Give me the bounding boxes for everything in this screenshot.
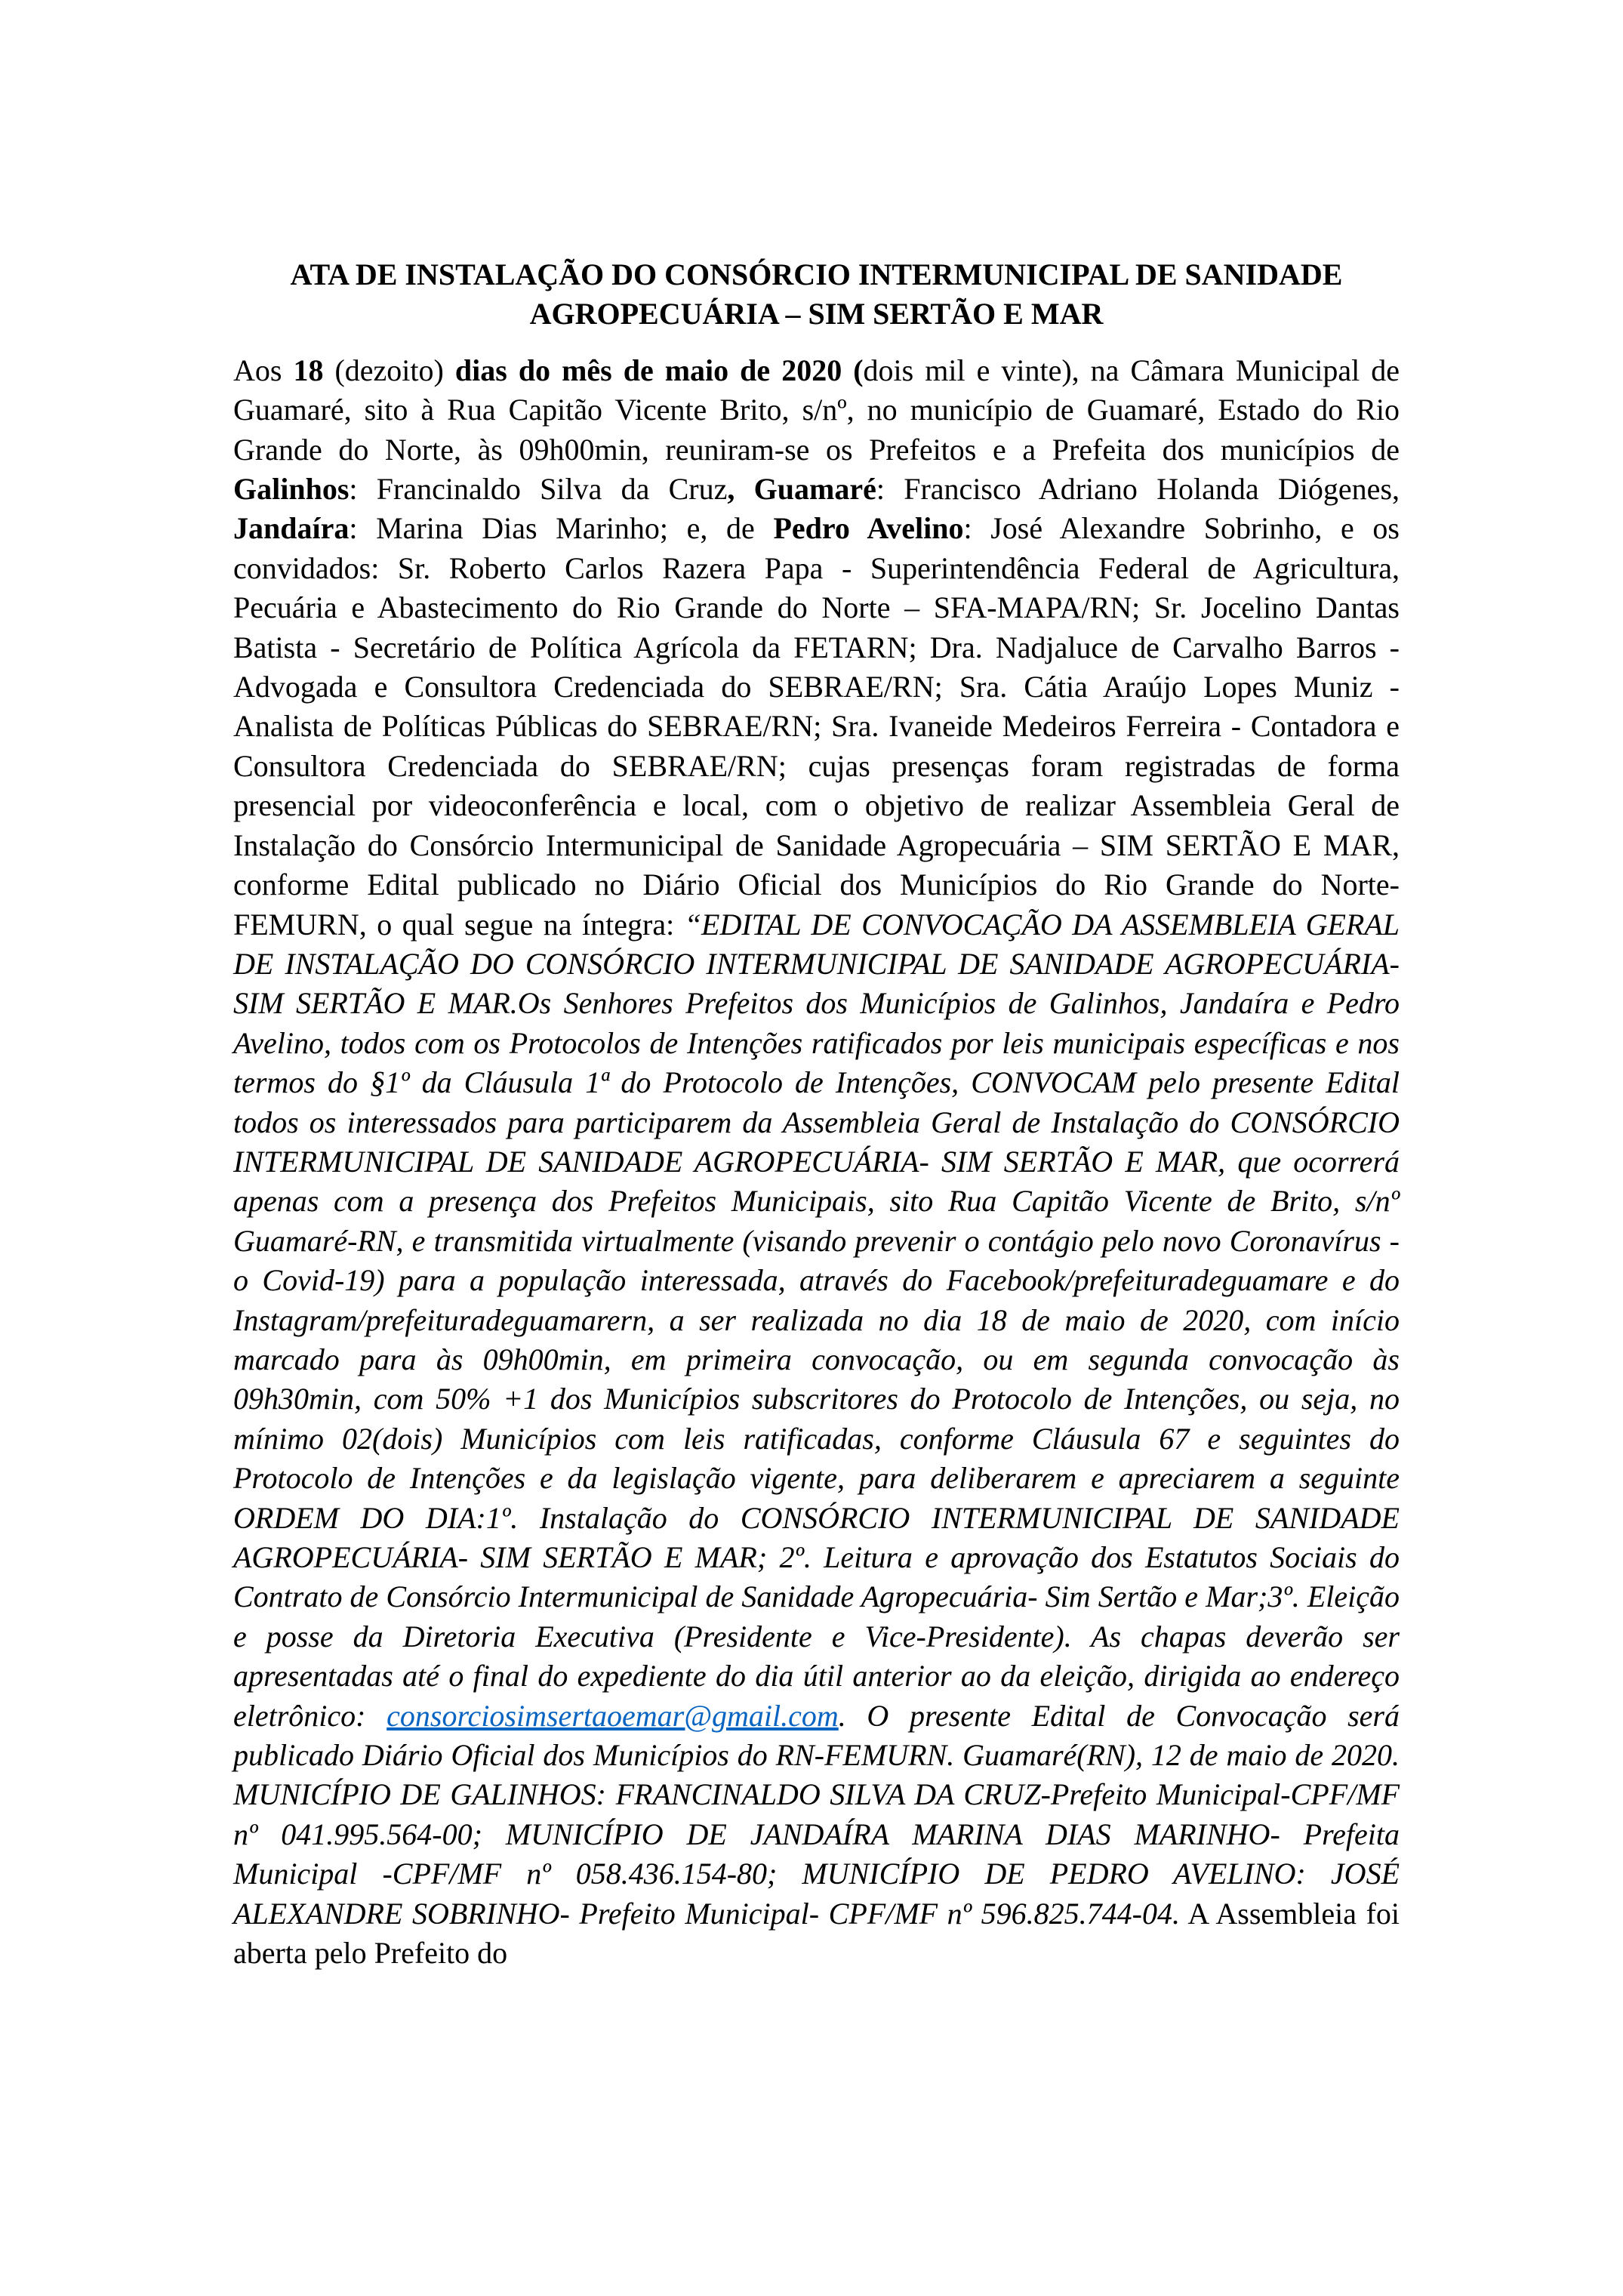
text-segment: (dezoito): [323, 353, 455, 387]
minutes-paragraph: [233, 351, 1400, 1974]
email-link[interactable]: consorciosimsertaoemar@gmail.com: [387, 1698, 839, 1733]
text-segment: : Francisco Adriano Holanda Diógenes,: [876, 472, 1400, 507]
municipality-pedro-avelino: Pedro Avelino: [773, 511, 964, 546]
separator-comma: ,: [727, 472, 735, 507]
edital-quote: “EDITAL DE CONVOCAÇÃO DA ASSEMBLEIA GERAL DE INSTALAÇÃO DO CONSÓRCIO INTERMUNICIPAL DE SANIDADE AGROPECUÁRIA- SIM SERTÃO E MAR.Os Senhores Prefeitos dos Municípios de Galinhos, Jandaíra e Pedro Avelino, todos com os Protocolos de Intenções ratificados por leis municipais específicas e nos termos do §1º da Cláusula 1ª do Protocolo de Intenções, CONVOCAM pelo presente Edital todos os interessados para participarem da Assembleia Geral de Instalação do CONSÓRCIO INTERMUNICIPAL DE SANIDADE AGROPECUÁRIA- SIM SERTÃO E MAR, que ocorrerá apenas com a presença dos Prefeitos Municipais, sito Rua Capitão Vicente de Brito, s/nº Guamaré-RN, e transmitida virtualmente (visando prevenir o contágio pelo novo Coronavírus - o Covid-19) para a população interessada, através do Facebook/prefeituradeguamare e do Instagram/prefeituradeguamarern, a ser realizada no dia 18 de maio de 2020, com início marcado para às 09h00min, em primeira convocação, ou em segunda convocação às 09h30min, com 50% +1 dos Municípios subscritores do Protocolo de Intenções, ou seja, no mínimo 02(dois) Municípios com leis ratificadas, conforme Cláusula 67 e seguintes do Protocolo de Intenções e da legislação vigente, para deliberarem e apreciarem a seguinte ORDEM DO DIA:1º. Instalação do CONSÓRCIO INTERMUNICIPAL DE SANIDADE AGROPECUÁRIA- SIM SERTÃO E MAR; 2º. Leitura e aprovação dos Estatutos Sociais do Contrato de Consórcio Intermunicipal de Sanidade Agropecuária- Sim Sertão e Mar;3º. Eleição e posse da Diretoria Executiva (Presidente e Vice-Presidente). As chapas deverão ser apresentadas até o final do expediente do dia útil anterior ao da eleição, dirigida ao endereço eletrônico:: [233, 907, 1400, 1733]
meeting-date: dias do mês de maio de 2020 (: [454, 353, 864, 387]
title-line-1: ATA DE INSTALAÇÃO DO CONSÓRCIO INTERMUNICIPAL DE SANIDADE: [290, 257, 1343, 291]
text-segment: dois mil e vinte), na Câmara Municipal de Guamaré, sito à Rua Capitão Vicente Brito, s/nº, no município de Guamaré, Estado do Rio Grande do Norte, às 09h00min, reuniram-se os Prefeitos e a Prefeita dos municípios de: [233, 353, 1400, 467]
edital-quote-end: . O presente Edital de Convocação será publicado Diário Oficial dos Municípios do RN-FEMURN. Guamaré(RN), 12 de maio de 2020. MUNICÍPIO DE GALINHOS: FRANCINALDO SILVA DA CRUZ-Prefeito Municipal-CPF/MF nº 041.995.564-00; MUNICÍPIO DE JANDAÍRA MARINA DIAS MARINHO- Prefeita Municipal -CPF/MF nº 058.436.154-80; MUNICÍPIO DE PEDRO AVELINO: JOSÉ ALEXANDRE SOBRINHO- Prefeito Municipal- CPF/MF nº 596.825.744-04.: [233, 1698, 1400, 1931]
text-segment: : Francinaldo Silva da Cruz: [349, 472, 728, 507]
municipality-galinhos: Galinhos: [233, 472, 350, 507]
document-title: [233, 255, 1400, 334]
document-content: [233, 255, 1400, 1973]
text-segment: : José Alexandre Sobrinho, e os convidados: Sr. Roberto Carlos Razera Papa - Superintendência Federal de Agricultura, Pecuária e Abastecimento do Rio Grande do Norte – SFA-MAPA/RN; Sr. Jocelino Dantas Batista - Secretário de Política Agrícola da FETARN; Dra. Nadjaluce de Carvalho Barros - Advogada e Consultora Credenciada do SEBRAE/RN; Sra. Cátia Araújo Lopes Muniz - Analista de Políticas Públicas do SEBRAE/RN; Sra. Ivaneide Medeiros Ferreira - Contadora e Consultora Credenciada do SEBRAE/RN; cujas presenças foram registradas de forma presencial por videoconferência e local, com o objetivo de realizar Assembleia Geral de Instalação do Consórcio Intermunicipal de Sanidade Agropecuária – SIM SERTÃO E MAR, conforme Edital publicado no Diário Oficial dos Municípios do Rio Grande do Norte-FEMURN, o qual segue na íntegra:: [233, 511, 1400, 942]
text-segment: [735, 472, 753, 506]
title-line-2: AGROPECUÁRIA – SIM SERTÃO E MAR: [529, 297, 1104, 331]
text-segment: : Marina Dias Marinho; e, de: [349, 511, 774, 546]
day-number: 18: [293, 353, 324, 387]
text-segment: Aos: [233, 353, 294, 387]
text-segment: A Assembleia foi aberta pelo Prefeito do: [233, 1896, 1400, 1971]
municipality-guamare: Guamaré: [753, 472, 876, 507]
municipality-jandaira: Jandaíra: [233, 511, 350, 546]
